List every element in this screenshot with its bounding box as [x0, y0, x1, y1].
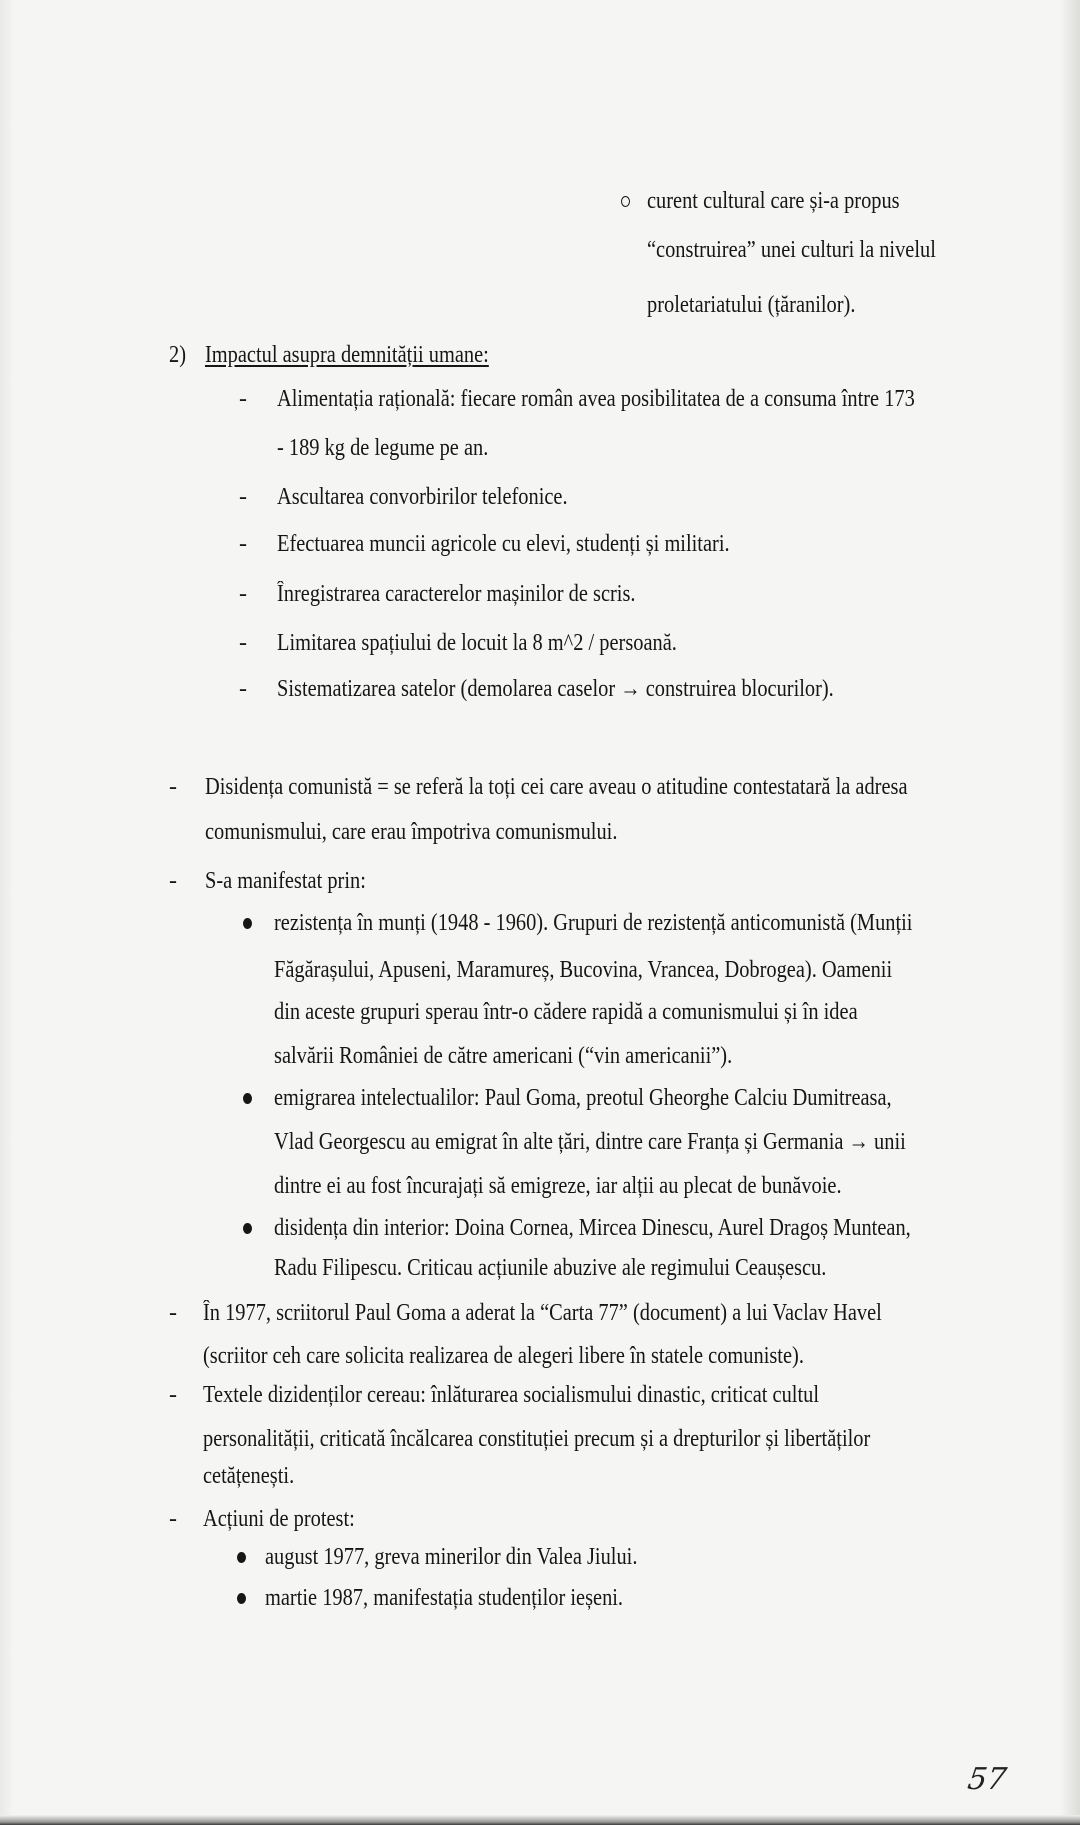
bullet-line: Făgărașului, Apuseni, Maramureș, Bucovina, Vrancea, Dobrogea). Oamenii — [274, 957, 893, 983]
bullet-line: emigrarea intelectualilor: Paul Goma, preotul Gheorghe Calciu Dumitreasa, — [274, 1085, 892, 1111]
list-item: Efectuarea muncii agricole cu elevi, studenți și militari. — [277, 531, 730, 557]
dash-marker: - — [169, 1300, 177, 1326]
subitem-line: “construirea” unei culturi la nivelul — [647, 237, 936, 263]
list-item: Ascultarea convorbirilor telefonice. — [277, 484, 568, 510]
bullet-line: Radu Filipescu. Criticau acțiunile abuzive ale regimului Ceaușescu. — [274, 1255, 827, 1281]
definition-line: comunismului, care erau împotriva comunismului. — [205, 819, 618, 845]
bullet-icon — [243, 1223, 252, 1234]
manifested-label: S-a manifestat prin: — [205, 868, 366, 894]
hollow-bullet-icon — [621, 196, 630, 207]
bullet-icon — [237, 1593, 246, 1604]
list-item: Înregistrarea caracterelor mașinilor de scris. — [277, 581, 636, 607]
texts-line: cetățenești. — [203, 1463, 295, 1489]
page-number: 57 — [965, 1762, 1009, 1797]
scan-edge — [0, 1815, 1080, 1825]
bullet-icon — [237, 1552, 246, 1563]
protest-item: martie 1987, manifestația studenților ieșeni. — [265, 1585, 624, 1611]
protest-label: Acțiuni de protest: — [203, 1506, 355, 1532]
protest-item: august 1977, greva minerilor din Valea Jiului. — [265, 1544, 638, 1570]
goma-line: În 1977, scriitorul Paul Goma a aderat la “Carta 77” (document) a lui Vaclav Havel — [203, 1300, 882, 1326]
bullet-line: Vlad Georgescu au emigrat în alte țări, dintre care Franța și Germania → unii — [274, 1129, 906, 1155]
dash-marker: - — [239, 386, 247, 412]
bullet-icon — [243, 1093, 252, 1104]
bullet-line: din aceste grupuri sperau într-o cădere rapidă a comunismului și în idea — [274, 999, 858, 1025]
list-item-cont: - 189 kg de legume pe an. — [277, 435, 489, 461]
section-heading: Impactul asupra demnității umane: — [205, 342, 489, 368]
list-item: Alimentația rațională: fiecare român avea posibilitatea de a consuma între 173 — [277, 386, 915, 412]
bullet-line: rezistența în munți (1948 - 1960). Grupuri de rezistență anticomunistă (Munții — [274, 910, 913, 936]
bullet-line: dintre ei au fost încurajați să emigreze, iar alții au plecat de bunăvoie. — [274, 1173, 842, 1199]
dash-marker: - — [239, 581, 247, 607]
list-item: Limitarea spațiului de locuit la 8 m^2 / persoană. — [277, 630, 677, 656]
texts-line: personalității, criticată încălcarea constituției precum și a drepturilor și libertăților — [203, 1426, 871, 1452]
dash-marker: - — [239, 630, 247, 656]
dash-marker: - — [169, 1382, 177, 1408]
texts-line: Textele dizidenților cereau: înlăturarea socialismului dinastic, criticat cultul — [203, 1382, 819, 1408]
list-item: Sistematizarea satelor (demolarea caselor → construirea blocurilor). — [277, 676, 834, 702]
dash-marker: - — [239, 676, 247, 702]
dash-marker: - — [239, 484, 247, 510]
dash-marker: - — [239, 531, 247, 557]
section-number: 2) — [169, 342, 186, 368]
bullet-line: disidența din interior: Doina Cornea, Mircea Dinescu, Aurel Dragoș Muntean, — [274, 1215, 911, 1241]
dash-marker: - — [169, 868, 177, 894]
definition-line: Disidența comunistă = se referă la toți cei care aveau o atitudine contestatară la adresa — [205, 774, 908, 800]
bullet-line: salvării României de către americani (“vin americanii”). — [274, 1043, 733, 1069]
dash-marker: - — [169, 774, 177, 800]
subitem-line: proletariatului (țăranilor). — [647, 292, 856, 318]
dash-marker: - — [169, 1506, 177, 1532]
bullet-icon — [243, 918, 252, 929]
subitem-line: curent cultural care și-a propus — [647, 188, 900, 214]
goma-line: (scriitor ceh care solicita realizarea de alegeri libere în statele comuniste). — [203, 1343, 804, 1369]
